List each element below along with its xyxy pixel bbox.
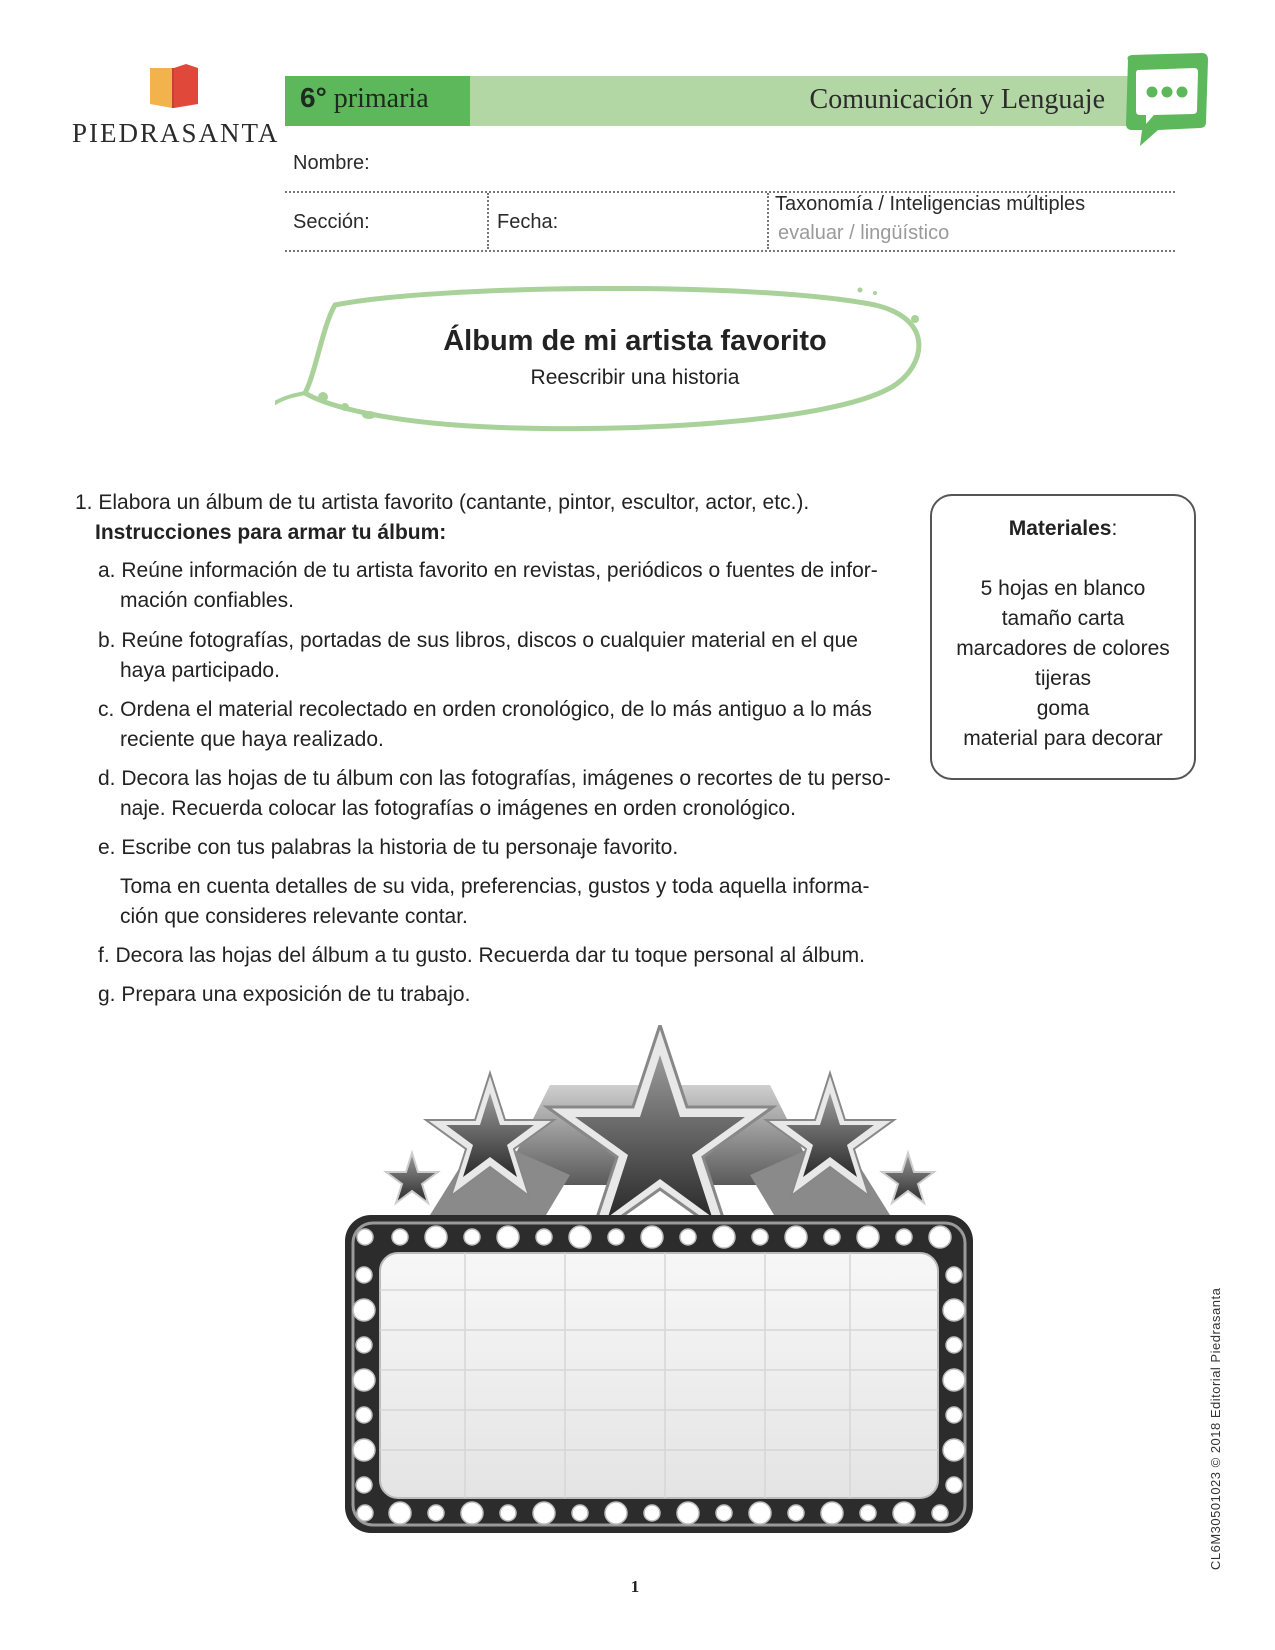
divider-line — [285, 250, 1175, 252]
marquee-stars-illustration — [340, 1025, 980, 1565]
instructions-heading: Instrucciones para armar tu álbum: — [95, 521, 447, 544]
step-d-line1: d. Decora las hojas de tu álbum con las fotografías, imágenes o recortes de tu perso- — [98, 767, 891, 790]
step-c-line2: reciente que haya realizado. — [120, 728, 384, 751]
step-c — [98, 695, 898, 755]
grade-number: 6° — [300, 82, 327, 113]
step-b-line2: haya participado. — [120, 659, 280, 682]
step-f-line1: f. Decora las hojas del álbum a tu gusto. Recuerda dar tu toque personal al álbum. — [98, 944, 865, 967]
page-number: 1 — [630, 1577, 640, 1596]
step-a-line1: a. Reúne información de tu artista favorito en revistas, periódicos o fuentes de infor- — [98, 559, 878, 582]
step-a — [98, 556, 898, 616]
seccion-label: Sección: — [293, 211, 370, 233]
fecha-field[interactable] — [560, 205, 760, 239]
step-g — [98, 980, 898, 1010]
copyright-notice: CL6M30501023 © 2018 Editorial Piedrasanta — [1208, 1287, 1223, 1570]
material-item: goma — [1036, 697, 1090, 720]
materials-title-text: Materiales — [1008, 517, 1112, 540]
nombre-label: Nombre: — [293, 152, 370, 174]
step-c-line1: c. Ordena el material recolectado en orden cronológico, de lo más antiguo a lo más — [98, 698, 872, 721]
step-g-line1: g. Prepara una exposición de tu trabajo. — [98, 983, 471, 1006]
grade-word: primaria — [333, 83, 429, 114]
instruction-intro: 1. Elabora un álbum de tu artista favorito (cantante, pintor, escultor, actor, etc.). — [75, 491, 810, 514]
activity-title: Álbum de mi artista favorito — [443, 325, 827, 357]
taxonomy-value: evaluar / lingüístico — [778, 222, 950, 244]
step-a-line2: mación confiables. — [120, 589, 294, 612]
materials-title — [930, 517, 1196, 541]
step-d — [98, 764, 898, 824]
subject-title: Comunicación y Lenguaje — [809, 84, 1105, 115]
brand-name: PIEDRASANTA — [72, 118, 280, 148]
materials-title-colon: : — [1111, 517, 1118, 540]
taxonomy-label: Taxonomía / Inteligencias múltiples — [775, 193, 1086, 215]
step-e-note — [98, 872, 898, 932]
nombre-field[interactable] — [375, 148, 1175, 180]
chat-bubble-icon — [1118, 52, 1210, 148]
material-item: material para decorar — [963, 727, 1163, 750]
step-b-line1: b. Reúne fotografías, portadas de sus libros, discos o cualquier material en el que — [98, 629, 858, 652]
piedrasanta-logo-book-icon — [148, 64, 200, 112]
material-item: 5 hojas en blanco — [980, 577, 1146, 600]
field-separator — [487, 193, 489, 249]
grade-label — [300, 82, 429, 115]
step-f — [98, 941, 898, 971]
material-item: tamaño carta — [1001, 607, 1125, 630]
step-d-line2: naje. Recuerda colocar las fotografías o imágenes en orden cronológico. — [120, 797, 796, 820]
step-e-line3: ción que consideres relevante contar. — [120, 905, 468, 928]
activity-subtitle: Reescribir una historia — [530, 366, 740, 389]
field-separator — [767, 193, 769, 249]
step-e-line2: Toma en cuenta detalles de su vida, preferencias, gustos y toda aquella informa- — [120, 875, 870, 898]
step-b — [98, 626, 898, 686]
title-bubble-frame — [275, 285, 935, 440]
fecha-label: Fecha: — [497, 211, 559, 233]
material-item: marcadores de colores — [956, 637, 1170, 660]
step-e — [98, 833, 898, 863]
seccion-field[interactable] — [375, 205, 485, 239]
material-item: tijeras — [1034, 667, 1092, 690]
step-e-line1: e. Escribe con tus palabras la historia de tu personaje favorito. — [98, 836, 679, 859]
